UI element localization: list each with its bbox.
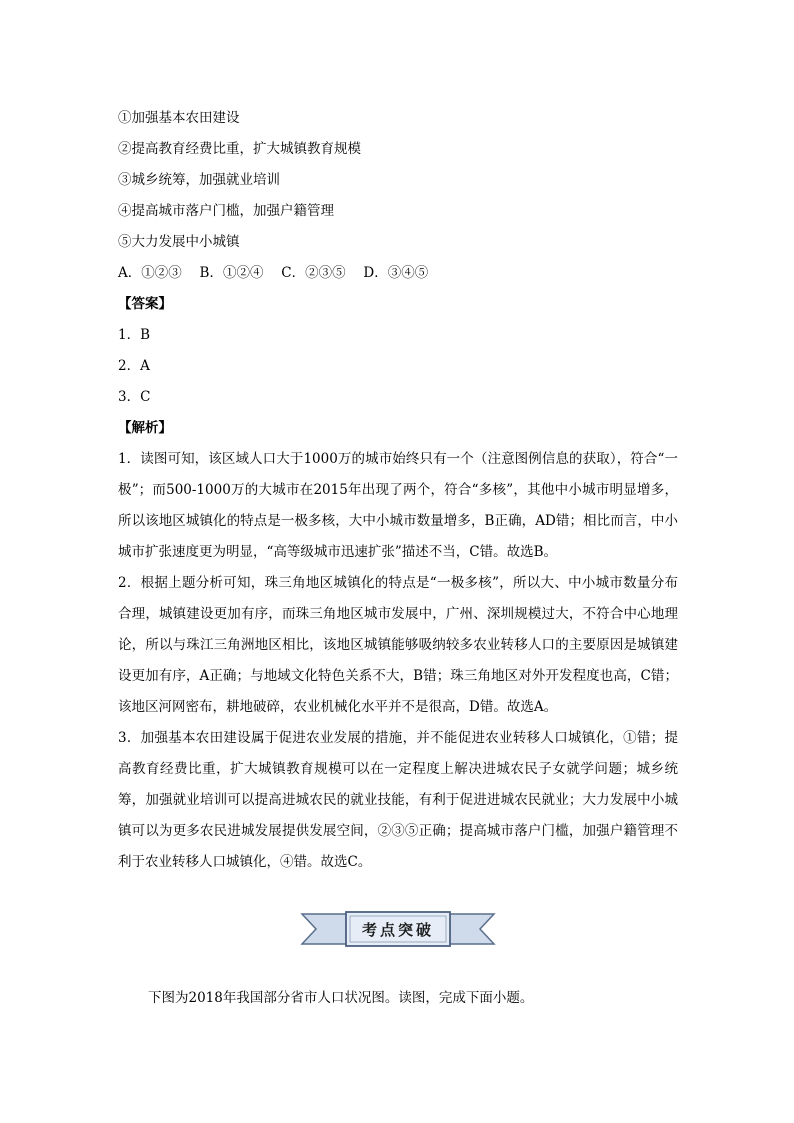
analysis-paragraph-3: 3．加强基本农田建设属于促进农业发展的措施，并不能促进农业转移人口城镇化，①错；提高教育经费比重，扩大城镇教育规模可以在一定程度上解决进城农民子女就学问题；城乡统筹，加强就业培训可以提高进城农民的就业技能，有利于促进进城农民就业；大力发展中小城镇可以为更多农民进城发展提供发展空间，②③⑤正确；提高城市落户门槛，加强户籍管理不利于农业转移人口城镇化，④错。故选C。 bbox=[118, 730, 678, 870]
section-banner bbox=[300, 908, 496, 950]
answer-3: 3．C bbox=[118, 389, 151, 405]
analysis-paragraph-1: 1．读图可知，该区域人口大于1000万的城市始终只有一个（注意图例信息的获取），符合“一极”；而500-1000万的大城市在2015年出现了两个，符合“多核”，其他中小城市明显增多，所以该地区城镇化的特点是一极多核，大中小城市数量增多，B正确，AD错；相比而言，中小城市扩张速度更为明显，“高等级城市迅速扩张”描述不当，C错。故选B。 bbox=[118, 451, 678, 560]
analysis-paragraph-2: 2．根据上题分析可知，珠三角地区城镇化的特点是“一极多核”，所以大、中小城市数量分布合理，城镇建设更加有序，而珠三角地区城市发展中，广州、深圳规模过大，不符合中心地理论，所以与珠江三角洲地区相比，该地区城镇能够吸纳较多农业转移人口的主要原因是城镇建设更加有序，A正确；与地域文化特色关系不大，B错；珠三角地区对外开发程度也高，C错；该地区河网密布，耕地破碎，农业机械化水平并不是很高，D错。故选A。 bbox=[118, 575, 678, 715]
question-intro: 下图为2018年我国部分省市人口状况图。读图，完成下面小题。 bbox=[148, 990, 534, 1006]
option-3: ③城乡统筹，加强就业培训 bbox=[118, 172, 280, 188]
option-1: ①加强基本农田建设 bbox=[118, 110, 240, 126]
choice-line: A．①②③ B．①②④ C．②③⑤ D．③④⑤ bbox=[118, 265, 429, 281]
answer-1: 1．B bbox=[118, 327, 151, 343]
option-2: ②提高教育经费比重，扩大城镇教育规模 bbox=[118, 141, 361, 157]
banner-left-tail bbox=[302, 914, 350, 944]
banner-right-tail bbox=[446, 914, 494, 944]
answer-2: 2．A bbox=[118, 358, 150, 374]
option-5: ⑤大力发展中小城镇 bbox=[118, 234, 240, 250]
option-4: ④提高城市落户门槛，加强户籍管理 bbox=[118, 203, 334, 219]
banner-label: 考点突破 bbox=[361, 920, 434, 939]
document-body bbox=[118, 103, 678, 878]
answer-heading: 【答案】 bbox=[118, 296, 172, 312]
analysis-heading: 【解析】 bbox=[118, 420, 172, 436]
